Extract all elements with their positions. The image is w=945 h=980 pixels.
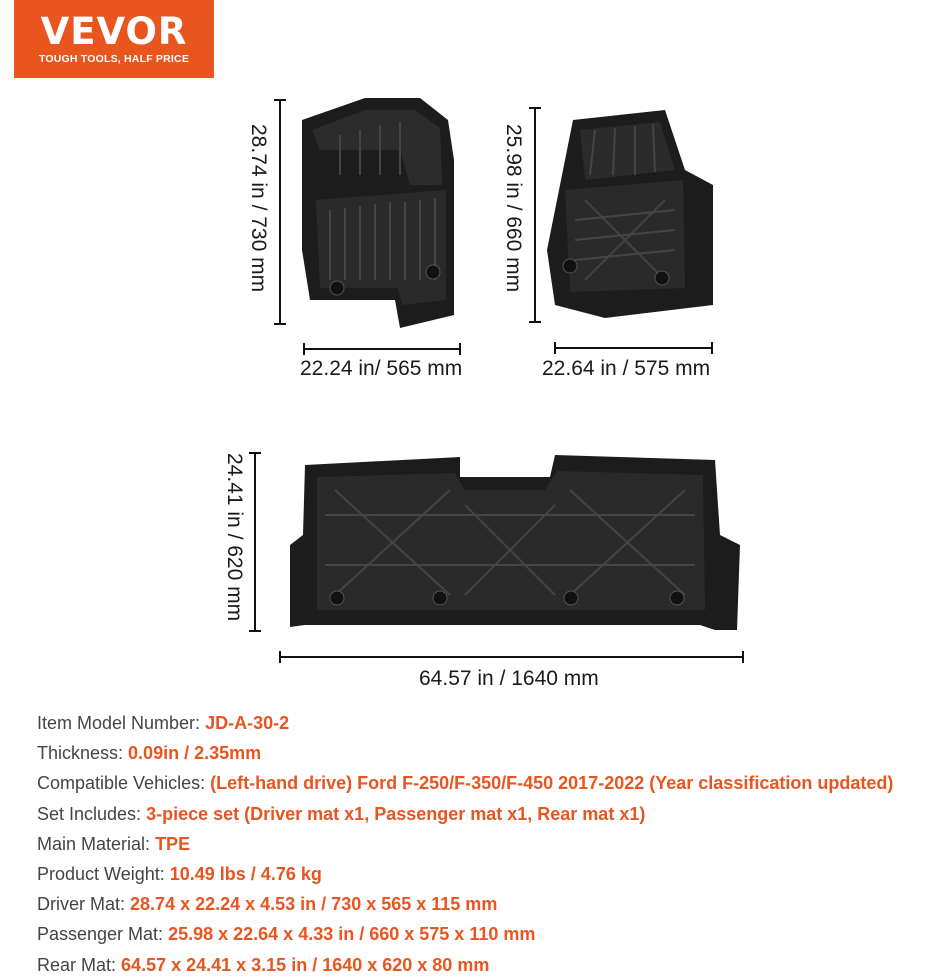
rear-height-label: 24.41 in / 620 mm — [223, 453, 246, 622]
brand-logo — [14, 0, 214, 78]
spec-value: 25.98 x 22.64 x 4.33 in / 660 x 575 x 110 mm — [168, 924, 536, 945]
spec-label: Product Weight: — [37, 863, 165, 884]
spec-product-weight — [37, 859, 937, 889]
spec-list — [37, 708, 937, 980]
spec-passenger-mat — [37, 919, 937, 949]
brand-tagline: TOUGH TOOLS, HALF PRICE — [38, 53, 190, 65]
rear-mat-image — [245, 445, 755, 675]
spec-label: Thickness: — [37, 743, 124, 764]
driver-mat-image — [270, 90, 470, 380]
spec-rear-mat — [37, 950, 937, 980]
brand-name: VEVOR — [40, 10, 188, 53]
spec-value: 28.74 x 22.24 x 4.53 in / 730 x 565 x 115 mm — [130, 894, 498, 915]
spec-value: JD-A-30-2 — [205, 713, 290, 733]
spec-label: Driver Mat: — [37, 894, 126, 915]
spec-value: 0.09in / 2.35mm — [128, 743, 262, 764]
passenger-height-label: 25.98 in / 660 mm — [502, 124, 525, 293]
spec-label: Set Includes: — [37, 803, 142, 824]
spec-label: Main Material: — [37, 833, 151, 854]
spec-label: Rear Mat: — [37, 954, 117, 975]
spec-thickness — [37, 738, 937, 768]
passenger-width-label: 22.64 in / 575 mm — [542, 357, 711, 380]
spec-value: TPE — [155, 833, 191, 854]
passenger-mat-image — [525, 100, 725, 370]
spec-value: (Left-hand drive) Ford F-250/F-350/F-450 2017-2022 (Year classification updated) — [210, 773, 894, 794]
spec-label: Item Model Number: — [37, 713, 201, 733]
driver-width-label: 22.24 in/ 565 mm — [300, 357, 463, 380]
spec-model-number — [37, 708, 937, 738]
spec-compatible-vehicles — [37, 768, 937, 798]
spec-value: 64.57 x 24.41 x 3.15 in / 1640 x 620 x 80 mm — [121, 954, 490, 975]
spec-label: Passenger Mat: — [37, 924, 164, 945]
spec-value: 10.49 lbs / 4.76 kg — [169, 863, 322, 884]
spec-set-includes — [37, 799, 937, 829]
spec-main-material — [37, 829, 937, 859]
driver-height-label: 28.74 in / 730 mm — [247, 124, 270, 293]
spec-label: Compatible Vehicles: — [37, 773, 206, 794]
rear-width-label: 64.57 in / 1640 mm — [419, 667, 599, 690]
spec-driver-mat — [37, 889, 937, 919]
spec-value: 3-piece set (Driver mat x1, Passenger mat x1, Rear mat x1) — [146, 803, 646, 824]
